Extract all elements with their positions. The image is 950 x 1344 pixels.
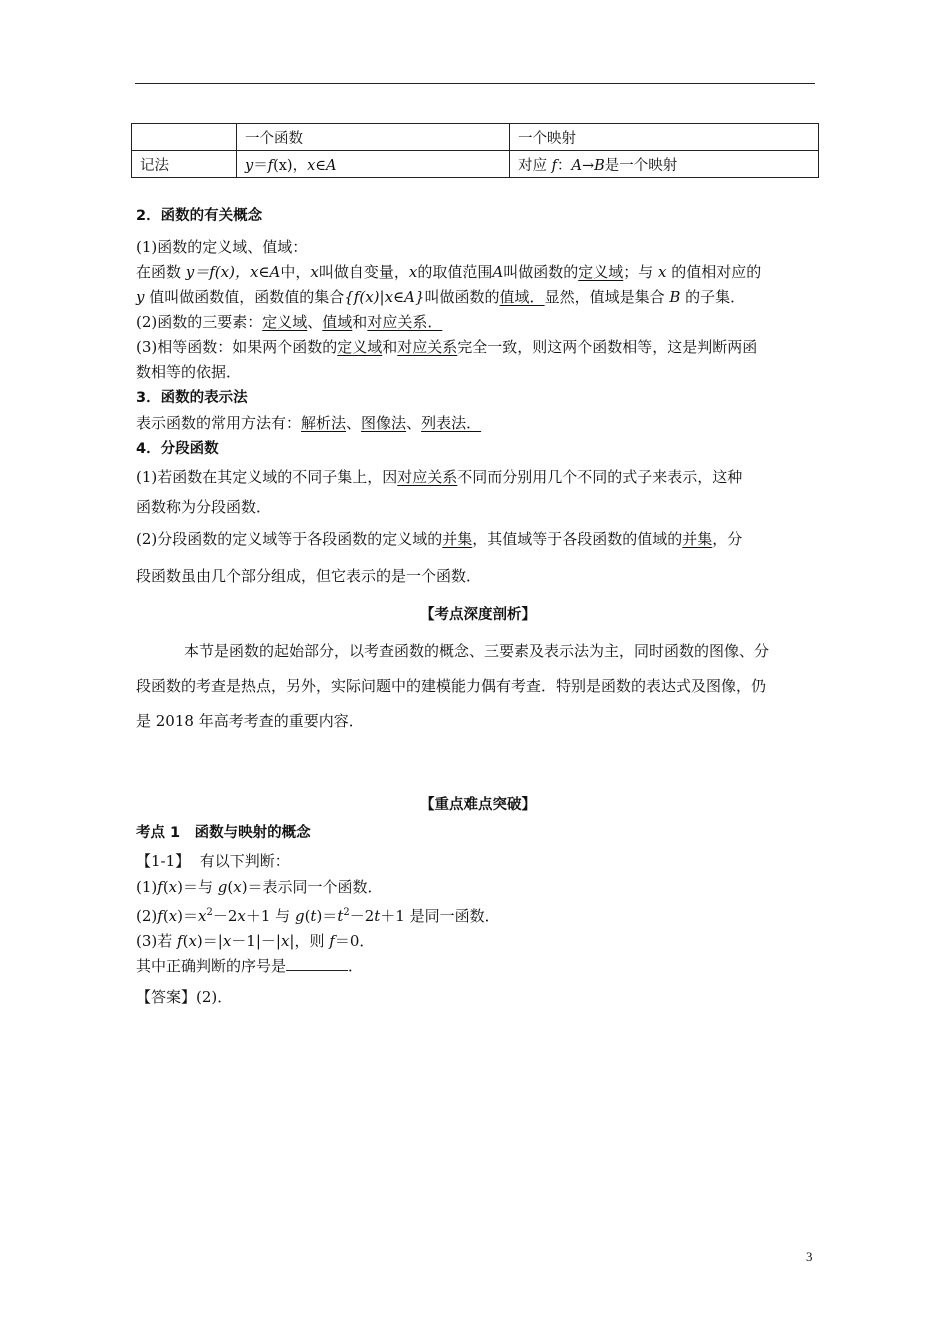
table-cell: 一个映射 (510, 124, 819, 151)
paragraph: (2)函数的三要素：定义域、值域和对应关系． (136, 313, 443, 331)
table-cell: 对应 f：A→B是一个映射 (510, 151, 819, 178)
answer-blank (286, 956, 348, 971)
analysis-title: 【考点深度剖析】 (420, 607, 536, 623)
paragraph: (3)若 f(x)＝|x－1|－|x|，则 f＝0． (136, 932, 375, 950)
page-number: 3 (806, 1249, 813, 1264)
table-row (132, 124, 819, 151)
paragraph: 本节是函数的起始部分，以考查函数的概念、三要素及表示法为主，同时函数的图像、分 (184, 642, 770, 660)
paragraph: 【1-1】 有以下判断： (136, 852, 290, 870)
paragraph: 数相等的依据． (136, 363, 242, 381)
section-heading: 考点 1 函数与映射的概念 (136, 825, 311, 841)
paragraph: 在函数 y＝f(x)，x∈A中，x叫做自变量，x的取值范围A叫做函数的定义域；与 x 的值相对应的 (136, 263, 762, 281)
section-heading: 3．函数的表示法 (136, 390, 248, 406)
paragraph: (1)若函数在其定义域的不同子集上，因对应关系不同而分别用几个不同的式子来表示，这种 (136, 468, 743, 486)
focus-title: 【重点难点突破】 (420, 797, 536, 813)
paragraph: 表示函数的常用方法有：解析法、图像法、列表法． (136, 414, 482, 432)
function-mapping-table (131, 123, 819, 178)
paragraph: $(2)f(x)=x^2-2x+1$ 与 $g(t)=t^2-2t+1$ 是同一函数． (136, 907, 500, 925)
table-cell (132, 124, 237, 151)
table-row (132, 151, 819, 178)
paragraph: 其中正确判断的序号是 ． (136, 957, 364, 975)
main-content (136, 203, 820, 1010)
section-heading: 4．分段函数 (136, 441, 219, 457)
paragraph: (1)函数的定义域、值域： (136, 238, 308, 256)
paragraph: (2)分段函数的定义域等于各段函数的定义域的并集，其值域等于各段函数的值域的并集，分 (136, 530, 743, 548)
table-cell: 一个函数 (237, 124, 510, 151)
paragraph: y 值叫做函数值，函数值的集合{f(x)|x∈A}叫做函数的值域．显然，值域是集合 B 的子集． (136, 288, 746, 306)
header-rule (135, 83, 815, 84)
section-heading: 2．函数的有关概念 (136, 208, 263, 224)
table-cell: 记法 (132, 151, 237, 178)
paragraph: (3)相等函数：如果两个函数的定义域和对应关系完全一致，则这两个函数相等，这是判断两函 (136, 338, 758, 356)
paragraph: 是 2018 年高考考查的重要内容． (136, 712, 364, 730)
paragraph: 函数称为分段函数． (136, 498, 272, 516)
paragraph: (1)f(x)＝与 g(x)＝表示同一个函数． (136, 878, 383, 896)
answer: 【答案】(2)． (136, 988, 233, 1006)
paragraph: 段函数的考查是热点，另外，实际问题中的建模能力偶有考查．特别是函数的表达式及图像，仍 (136, 677, 767, 695)
table-cell: y＝f(x)，x∈A (237, 151, 510, 178)
example-tag: 【1-1】 (136, 852, 191, 870)
paragraph: 段函数虽由几个部分组成，但它表示的是一个函数． (136, 567, 482, 585)
